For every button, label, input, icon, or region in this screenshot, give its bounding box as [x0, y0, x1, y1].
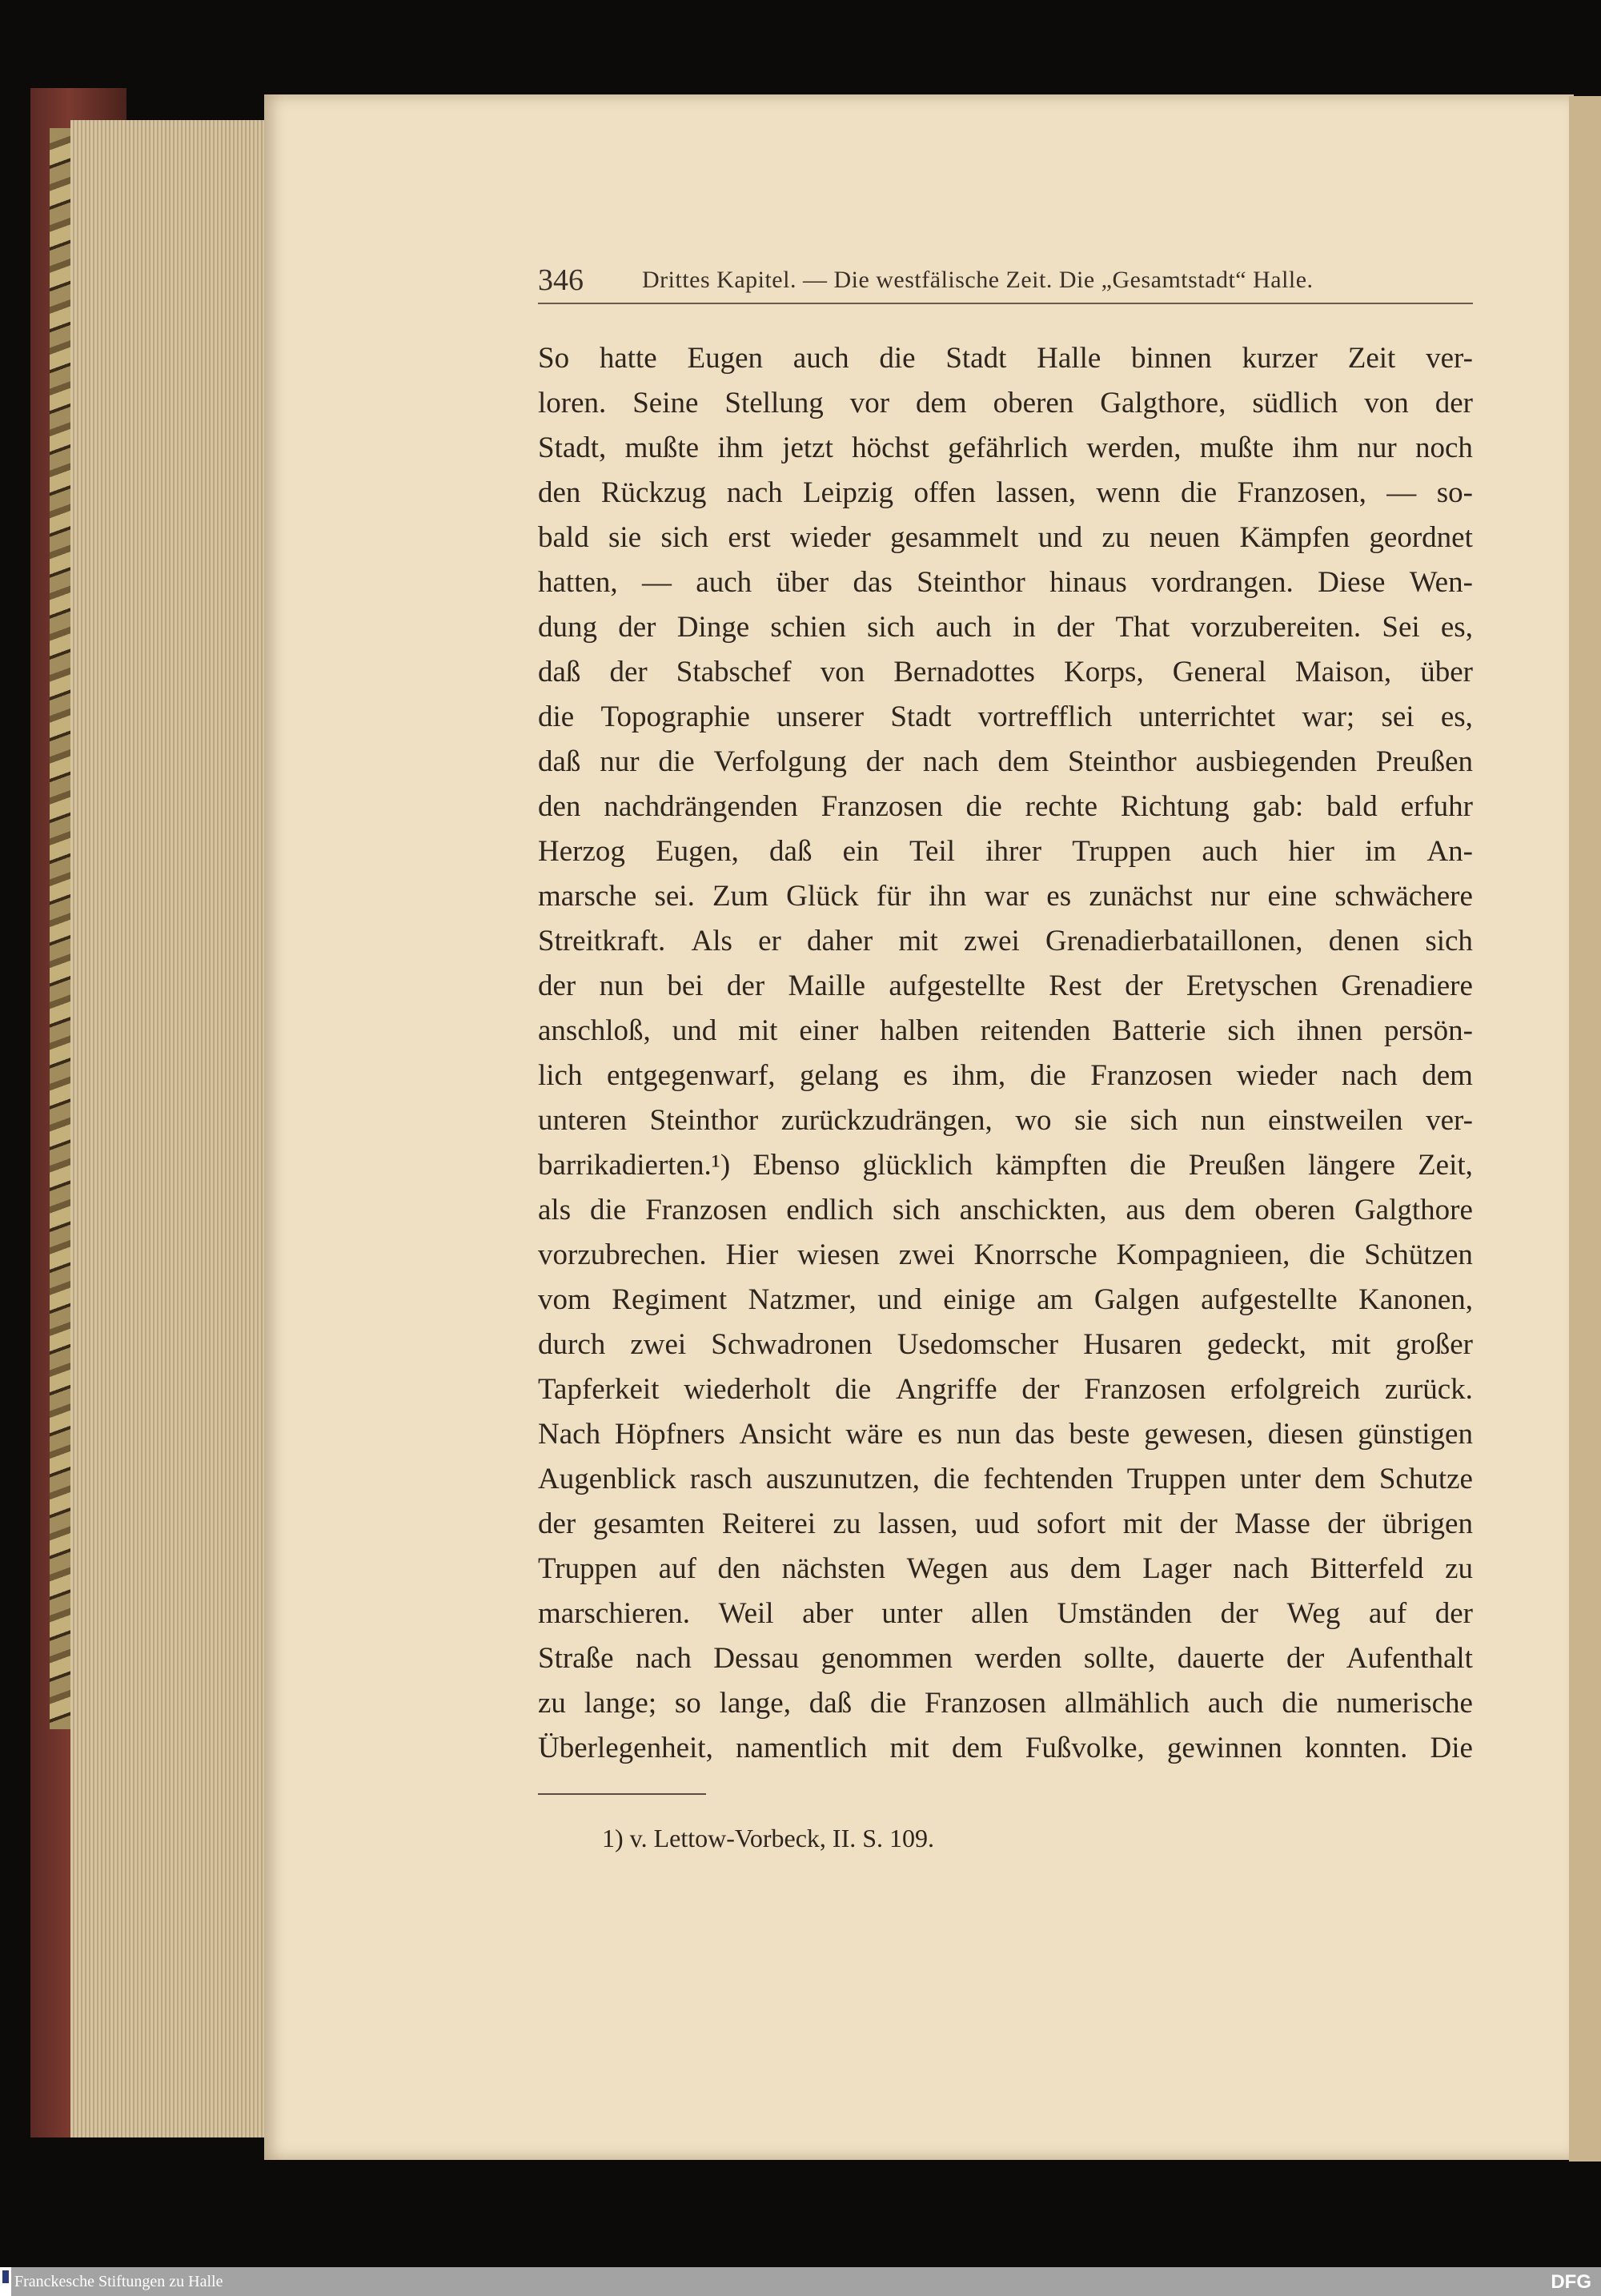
text-line: die Topographie unserer Stadt vortrefflich unterrichtet war; sei es,: [538, 700, 1473, 733]
page-number: 346: [538, 263, 584, 297]
text-line: Stadt, mußte ihm jetzt höchst gefährlich werden, mußte ihm nur noch: [538, 432, 1473, 464]
footnote-rule: [538, 1793, 706, 1795]
running-header: [538, 258, 1473, 304]
facing-page-edge: [1569, 96, 1601, 2162]
text-line: vom Regiment Natzmer, und einige am Galgen aufgestellte Kanonen,: [538, 1283, 1473, 1316]
text-line: Herzog Eugen, daß ein Teil ihrer Truppen auch hier im An-: [538, 835, 1473, 868]
text-line: Augenblick rasch auszunutzen, die fechtenden Truppen unter dem Schutze: [538, 1463, 1473, 1495]
text-line: lich entgegenwarf, gelang es ihm, die Franzosen wieder nach dem: [538, 1059, 1473, 1092]
text-line: als die Franzosen endlich sich anschickten, aus dem oberen Galgthore: [538, 1194, 1473, 1226]
text-line: Truppen auf den nächsten Wegen aus dem Lager nach Bitterfeld zu: [538, 1552, 1473, 1585]
text-line: den Rückzug nach Leipzig offen lassen, wenn die Franzosen, — so-: [538, 476, 1473, 509]
text-line: den nachdrängenden Franzosen die rechte Richtung gab: bald erfuhr: [538, 790, 1473, 823]
text-line: durch zwei Schwadronen Usedomscher Husaren gedeckt, mit großer: [538, 1328, 1473, 1361]
text-line: hatten, — auch über das Steinthor hinaus vordrangen. Diese Wen-: [538, 566, 1473, 599]
text-line: marsche sei. Zum Glück für ihn war es zunächst nur eine schwächere: [538, 880, 1473, 913]
running-title: Drittes Kapitel. — Die westfälische Zeit. Die „Gesamtstadt“ Halle.: [642, 267, 1314, 293]
text-line: Streitkraft. Als er daher mit zwei Grenadierbataillonen, denen sich: [538, 925, 1473, 957]
footnote: 1) v. Lettow-Vorbeck, II. S. 109.: [602, 1824, 935, 1852]
text-line: unteren Steinthor zurückzudrängen, wo sie sich nun einstweilen ver-: [538, 1104, 1473, 1137]
text-line: Tapferkeit wiederholt die Angriffe der Franzosen erfolgreich zurück.: [538, 1373, 1473, 1406]
text-line: loren. Seine Stellung vor dem oberen Galgthore, südlich von der: [538, 387, 1473, 419]
text-line: daß der Stabschef von Bernadottes Korps, General Maison, über: [538, 656, 1473, 688]
text-line: Nach Höpfners Ansicht wäre es nun das beste gewesen, diesen günstigen: [538, 1418, 1473, 1451]
text-line: marschieren. Weil aber unter allen Umständen der Weg auf der: [538, 1597, 1473, 1630]
text-line: Straße nach Dessau genommen werden sollte, dauerte der Aufenthalt: [538, 1642, 1473, 1675]
institution-logo-icon: [0, 2267, 11, 2296]
text-line: So hatte Eugen auch die Stadt Halle binnen kurzer Zeit ver-: [538, 342, 1473, 375]
text-line: der gesamten Reiterei zu lassen, uud sofort mit der Masse der übrigen: [538, 1507, 1473, 1540]
text-line: daß nur die Verfolgung der nach dem Steinthor ausbiegenden Preußen: [538, 745, 1473, 778]
text-line: barrikadierten.¹) Ebenso glücklich kämpften die Preußen längere Zeit,: [538, 1149, 1473, 1182]
text-line: anschloß, und mit einer halben reitenden Batterie sich ihnen persön-: [538, 1014, 1473, 1047]
viewer-footer: [0, 2267, 1601, 2296]
text-line: dung der Dinge schien sich auch in der That vorzubereiten. Sei es,: [538, 611, 1473, 644]
dfg-logo: DFG: [1551, 2271, 1591, 2293]
page-stack: [70, 120, 271, 2137]
institution-name: Franckesche Stiftungen zu Halle: [14, 2272, 223, 2290]
text-line: zu lange; so lange, daß die Franzosen allmählich auch die numerische: [538, 1687, 1473, 1720]
text-line: der nun bei der Maille aufgestellte Rest der Eretyschen Grenadiere: [538, 969, 1473, 1002]
text-line: vorzubrechen. Hier wiesen zwei Knorrsche Kompagnieen, die Schützen: [538, 1238, 1473, 1271]
text-line: bald sie sich erst wieder gesammelt und zu neuen Kämpfen geordnet: [538, 521, 1473, 554]
body-text: [538, 336, 1473, 1771]
text-line: Überlegenheit, namentlich mit dem Fußvolke, gewinnen konnten. Die: [538, 1732, 1473, 1764]
